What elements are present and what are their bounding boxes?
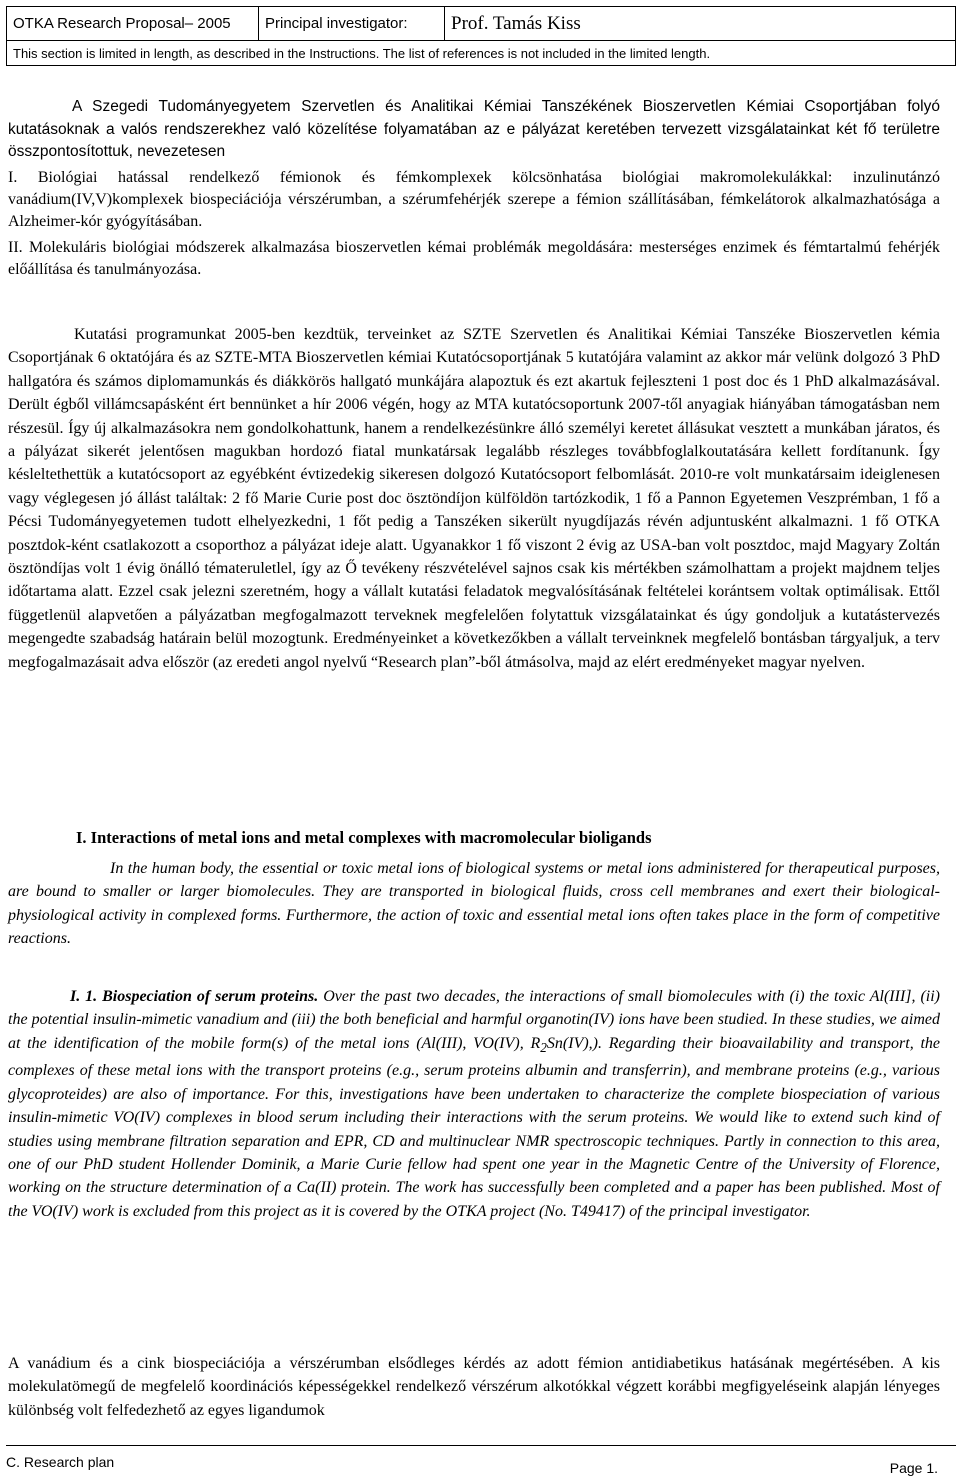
subsection-subscript: 2 bbox=[540, 1040, 547, 1055]
program-section bbox=[8, 323, 940, 674]
intro-paragraph: A Szegedi Tudományegyetem Szervetlen és Analitikai Kémiai Tanszékének Bioszervetlen Kémiai Csoportjában folyó kutatásoknak a valós rendszerekhez való közelítése folyamatában az e pályázat keretében tervezett vizsgálatainkat két fő területre összpontosítottuk, nevezetesen bbox=[8, 98, 940, 160]
pi-name: Prof. Tamás Kiss bbox=[451, 12, 581, 34]
vanadium-section bbox=[8, 1352, 940, 1422]
length-note: This section is limited in length, as described in the Instructions. The list of references is not included in the limited length. bbox=[13, 46, 711, 61]
page-header bbox=[6, 6, 956, 66]
header-row bbox=[7, 7, 955, 41]
proposal-title: OTKA Research Proposal– 2005 bbox=[7, 7, 259, 40]
subsection-text-1: Over the past two decades, the interactions of small biomolecules with (i) the toxic Al(III], (ii) the potential insulin-mimetic vanadium and (iii) the both beneficial and harmful organotin(IV) ions have been studied. In these studies, we aimed at the identification of the mobile form(s) of the metal ions (Al(III), VO(IV), R bbox=[8, 988, 941, 1052]
topic-item-1: I. Biológiai hatással rendelkező fémionok és fémkomplexek kölcsönhatása biológiai makromolekulákkal: inzulinutánzó vanádium(IV,V)komplexek biospeciációja vérszérumban, a szérumfehérjék szerepe a fémion szállításában, fémkelátorok alkalmazhatósága a Alzheimer-kór gyógyításában. bbox=[8, 169, 940, 230]
vanadium-paragraph: A vanádium és a cink biospeciációja a vérszérumban elsődleges kérdés az adott fémion antidiabetikus hatásának megértésében. A kis molekulatömegű de megfelelő koordinációs képességekkel rendelkező vérszérum alkotókkal végzett korábbi megfigyeléseink alapján lényeges különbség volt felfedezhető az egyes ligandumok bbox=[8, 1355, 940, 1419]
subsection-text-2: Sn(IV),). Regarding their bioavailability and transport, the complexes of these metal ions with the transport proteins (e.g., serum proteins albumin and transferrin), and membrane proteins (e.g., various glycoproteides) are also of importance. For this, investigations have been undertaken to characterize the complete biospeciation of various insulin-mimetic VO(IV) complexes in blood serum including their interactions with the serum proteins. We would like to extend such kind of studies using membrane filtration separation and EPR, CD and multinuclear NMR spectroscopic techniques. Partly in connection to this area, one of our PhD student Hollender Dominik, a Marie Curie fellow had spent one year in the Magnetic Centre of the University of Florence, working on the structure determination of a Ca(II) protein. The work has successfully been completed and a paper has been published. Most of the VO(IV) work is excluded from this project as it is covered by the OTKA project (No. T49417) of the principal investigator. bbox=[8, 1034, 940, 1220]
program-paragraph: Kutatási programunkat 2005-ben kezdtük, terveinket az SZTE Szervetlen és Analitikai Kémiai Tanszéke Bioszervetlen kémia Csoportjának 6 oktatójára és az SZTE-MTA Bioszervetlen kémiai Kutatócsoportjának 5 kutatójára valamint az akkor már velünk dolgozó 3 PhD hallgatóra és számos diplomamunkás és diákkörös hallgató munkájára alapoztuk és ezt akartuk fejleszteni 1 post doc és 1 PhD alkalmazásával. Derült égből villámcsapásként ért bennünket a hír 2006 végén, hogy az MTA kutatócsoportunk 2007-től anyagiak hiányában támogatásban nem részesül. Így új alkalmazásokra nem gondolkohattunk, hanem a rendelkezésünkre álló személyi keretet állásukat vesztett a munkában járatos, és a pályázat sikerét jelentősen magukban hordozó fiatal munkatársak legalább részleges továbbfoglalkoutatására kellett fordítanunk. Így késleltethettük a kutatócsoport az egyébként évtizedekig sikeresen dolgozó Kutatócsoport felbomlását. 2010-re volt munkatársaim ideiglenesen vagy véglegesen jó állást találtak: 2 fő Marie Curie post doc ösztöndíjon külföldön tartózkodik, 1 fő a Pannon Egyetemen Veszprémban, 1 fő a Pécsi Tudományegyetemen tudott elhelyezkedni, 1 főt pedig a Tanszéken sikerült nyugdíjazás révén adjuntusként alkalmazni. 1 fő OTKA posztdok-ként csatlakozott a csoporthoz a pályázat ideje alatt. Ugyanakkor 1 fő viszont 2 évig az USA-ban volt posztdoc, majd Magyary Zoltán ösztöndíjas volt 1 évig önálló témateruletlel, így az Ő tevékeny részvételével sajnos csak kis mértékben számolhattam a projekt majdnem teljes időtartama alatt. Ezzel csak jelezni szeretném, hogy a vállalt kutatási feladatok megvalósításának feltételei korántsem voltak optimálisak. Ettől függetlenül alapvetően a pályázatban megfogalmazott terveknek megfelelően folytattuk vizsgálatainkat és úgy gondoljuk a kutatástervezés megengedte szabadság határain belül mozogtunk. Eredményeinket a következőkben a vállalt terveinknek megfelelő bontásban tárgyaljuk, a terv megfogalmazásait adva először (az eredeti angol nyelvű “Research plan”-ből átmásolva, majd az elért eredményeket magyar nyelven. bbox=[8, 326, 940, 671]
section-heading: I. Interactions of metal ions and metal complexes with macromolecular bioligands bbox=[76, 828, 652, 847]
footer-divider bbox=[6, 1445, 956, 1446]
intro-english-paragraph: In the human body, the essential or toxic metal ions of biological systems or metal ions administered for therapeutical purposes, are bound to smaller or larger biomolecules. They are transported in biological fluids, cross cell membranes and exert their biological-physiological activity in complexed forms. Furthermore, the action of toxic and essential metal ions often takes place in the form of competitive reactions. bbox=[8, 860, 940, 948]
intro-section bbox=[8, 96, 940, 164]
subsection-heading: I. 1. Biospeciation of serum proteins. bbox=[70, 988, 319, 1005]
intro-english-section bbox=[8, 857, 940, 951]
topics-list bbox=[8, 167, 940, 285]
footer-section-label: C. Research plan bbox=[6, 1454, 115, 1470]
pi-label: Principal investigator: bbox=[259, 7, 445, 40]
topic-item-2: II. Molekuláris biológiai módszerek alkalmazása bioszervetlen kémai problémák megoldására: mesterséges enzimek és fémtartalmú fehérjék előállítása és tanulmányozása. bbox=[8, 239, 940, 278]
subsection-paragraph bbox=[8, 985, 940, 1223]
subsection-biospeciation bbox=[8, 985, 940, 1223]
footer-page-number: Page 1. bbox=[889, 1460, 938, 1476]
